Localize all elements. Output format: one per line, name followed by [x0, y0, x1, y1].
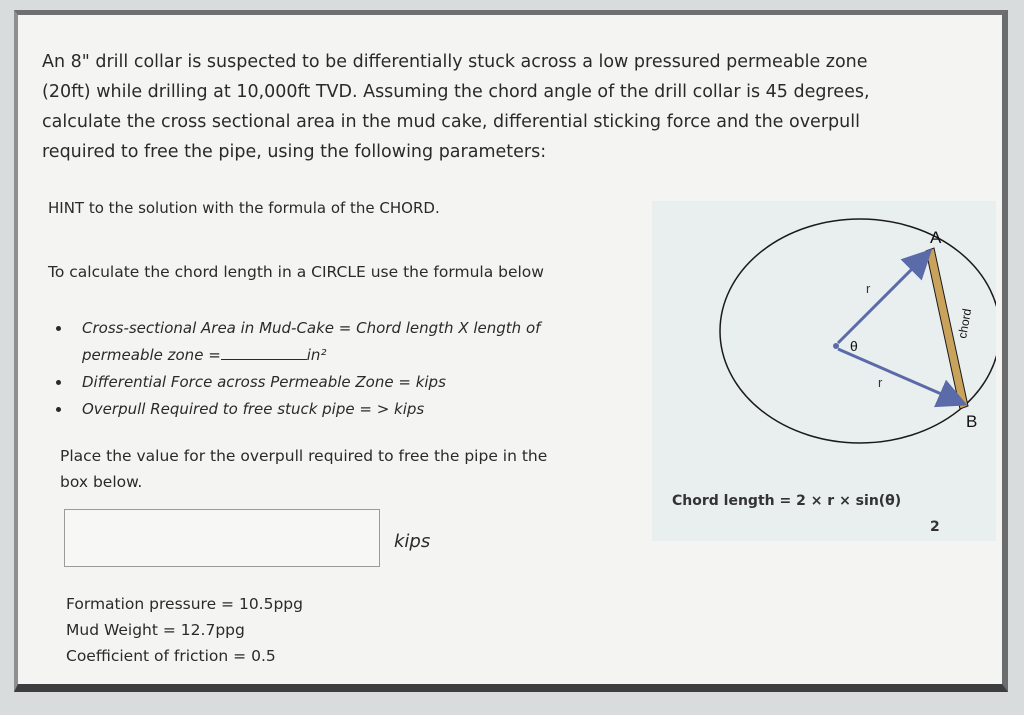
hint-text: HINT to the solution with the formula of the CHORD.: [48, 199, 440, 217]
problem-line-2: (20ft) while drilling at 10,000ft TVD. Assuming the chord angle of the drill collar is 45 degrees,: [42, 82, 870, 102]
place-instruction: [60, 443, 640, 495]
list-item: [72, 396, 540, 423]
circle-instruction: To calculate the chord length in a CIRCLE use the formula below: [48, 263, 544, 281]
place-line-1: Place the value for the overpull required to free the pipe in the: [60, 447, 548, 465]
chord-formula: Chord length = 2 × r × sin(θ): [672, 493, 902, 509]
mud-weight: Mud Weight = 12.7ppg: [66, 621, 245, 639]
radius-to-a: [838, 253, 928, 343]
parameters: [66, 591, 303, 669]
circle-figure: [652, 201, 996, 491]
bullet-1-line-1: Cross-sectional Area in Mud-Cake = Chord length X length of: [82, 319, 541, 337]
formation-pressure: Formation pressure = 10.5ppg: [66, 595, 303, 613]
answer-input-box[interactable]: [64, 509, 380, 567]
answer-unit: kips: [394, 531, 431, 552]
radius-label-2: r: [878, 375, 883, 390]
list-item: [72, 315, 540, 369]
problem-statement: [42, 47, 870, 167]
bullet-2: Differential Force across Permeable Zone = kips: [82, 373, 446, 391]
fill-in-blank: [221, 345, 307, 360]
place-line-2: box below.: [60, 473, 143, 491]
whiteboard-panel: [14, 10, 1008, 692]
chord-label: chord: [955, 307, 975, 340]
point-b-label: B: [966, 412, 978, 431]
point-a-label: A: [930, 228, 942, 247]
area-unit: in²: [306, 346, 327, 364]
question-list: [56, 315, 540, 423]
radius-to-b: [838, 349, 962, 403]
bullet-3: Overpull Required to free stuck pipe = > kips: [82, 400, 425, 418]
chord-formula-denominator: 2: [930, 519, 940, 535]
problem-line-1: An 8" drill collar is suspected to be differentially stuck across a low pressured permeable zone: [42, 52, 868, 72]
circle-outline: [720, 219, 996, 443]
chord-diagram: [652, 201, 996, 541]
friction-coefficient: Coefficient of friction = 0.5: [66, 647, 276, 665]
radius-label-1: r: [866, 281, 871, 296]
list-item: [72, 369, 540, 396]
angle-label: θ: [850, 338, 858, 354]
problem-line-4: required to free the pipe, using the following parameters:: [42, 142, 547, 162]
center-point: [833, 343, 839, 349]
problem-line-3: calculate the cross sectional area in the mud cake, differential sticking force and the overpull: [42, 112, 860, 132]
bullet-1-line-2: permeable zone =: [82, 346, 221, 364]
